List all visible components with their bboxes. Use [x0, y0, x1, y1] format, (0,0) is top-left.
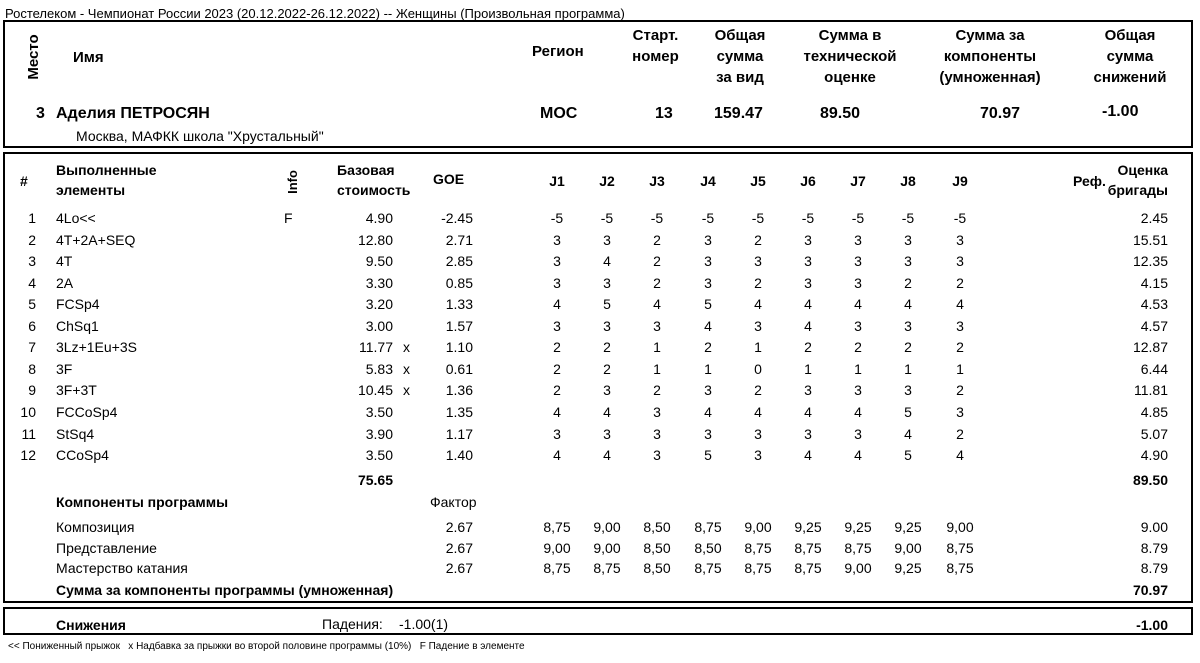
- judge-header: J4: [700, 173, 716, 189]
- element-judge-score: 4: [553, 447, 561, 463]
- element-name: 3F+3T: [56, 382, 97, 398]
- element-num: 3: [28, 253, 36, 269]
- element-judge-score: 3: [854, 318, 862, 334]
- element-judge-score: 5: [704, 447, 712, 463]
- element-judge-score: 3: [854, 426, 862, 442]
- element-base-value: 5.83: [365, 361, 393, 377]
- element-judge-score: 3: [804, 426, 812, 442]
- element-name: FCSp4: [56, 296, 100, 312]
- element-base-value: 3.00: [365, 318, 393, 334]
- element-bonus-mark: x: [403, 361, 410, 377]
- element-judge-score: 2: [754, 275, 762, 291]
- element-judge-score: 1: [956, 361, 964, 377]
- component-name: Представление: [56, 540, 157, 556]
- component-factor: 2.67: [445, 519, 473, 535]
- element-judge-score: 4: [854, 296, 862, 312]
- element-judge-score: 3: [854, 382, 862, 398]
- element-judge-score: 2: [904, 339, 912, 355]
- base-value-total: 75.65: [357, 472, 393, 488]
- element-judge-score: 4: [603, 404, 611, 420]
- component-judge-score: 8,75: [946, 540, 974, 556]
- element-judge-score: 3: [553, 232, 561, 248]
- element-goe: 2.85: [445, 253, 473, 269]
- element-num: 11: [21, 426, 36, 442]
- element-judge-score: -5: [851, 210, 865, 226]
- element-judge-score: 0: [754, 361, 762, 377]
- total-score-header: Общая сумма за вид: [714, 27, 766, 86]
- element-judge-score: 3: [754, 447, 762, 463]
- element-base-value: 4.90: [365, 210, 393, 226]
- element-goe: 2.71: [445, 232, 473, 248]
- element-judge-score: 3: [956, 318, 964, 334]
- element-judge-score: 3: [603, 318, 611, 334]
- element-name: 3F: [56, 361, 73, 377]
- element-num: 6: [28, 318, 36, 334]
- element-judge-score: 3: [904, 318, 912, 334]
- element-judge-score: 2: [754, 232, 762, 248]
- element-judge-score: 4: [754, 296, 762, 312]
- element-judge-score: 2: [956, 426, 964, 442]
- element-base-value: 3.50: [365, 404, 393, 420]
- element-panel-score: 11.81: [1134, 382, 1168, 398]
- element-judge-score: 4: [653, 296, 661, 312]
- element-judge-score: 3: [804, 275, 812, 291]
- skater-pcs: 70.97: [980, 105, 1021, 122]
- element-judge-score: 4: [603, 253, 611, 269]
- element-panel-score: 12.35: [1132, 253, 1168, 269]
- element-judge-score: 4: [904, 296, 912, 312]
- element-panel-score: 4.15: [1140, 275, 1168, 291]
- footnote: << Пониженный прыжок x Надбавка за прыжки во второй половине программы (10%) F Падение в элементе: [8, 641, 525, 652]
- element-judge-score: 3: [754, 253, 762, 269]
- element-goe: 1.40: [445, 447, 473, 463]
- judge-header: J6: [800, 173, 816, 189]
- element-judge-score: 3: [854, 253, 862, 269]
- element-judge-score: 3: [603, 382, 611, 398]
- element-judge-score: 2: [704, 339, 712, 355]
- judge-header: J9: [952, 173, 968, 189]
- element-name: StSq4: [56, 426, 95, 442]
- element-panel-score: 5.07: [1140, 426, 1168, 442]
- element-judge-score: 3: [804, 232, 812, 248]
- components-total-label: Сумма за компоненты программы (умноженная): [56, 582, 394, 598]
- element-base-value: 3.90: [365, 426, 393, 442]
- element-judge-score: 2: [553, 382, 561, 398]
- element-judge-score: 3: [904, 232, 912, 248]
- component-judge-score: 8,75: [844, 540, 872, 556]
- element-num: 9: [28, 382, 36, 398]
- element-judge-score: 3: [904, 253, 912, 269]
- element-judge-score: -5: [600, 210, 614, 226]
- component-judge-score: 9,25: [894, 560, 922, 576]
- component-judge-score: 8,75: [744, 560, 772, 576]
- element-judge-score: 4: [754, 404, 762, 420]
- component-judge-score: 9,00: [894, 540, 922, 556]
- component-score: 9.00: [1140, 519, 1168, 535]
- element-info: F: [284, 210, 293, 226]
- element-judge-score: 1: [804, 361, 812, 377]
- elements-header: Выполненные элементы: [56, 162, 157, 198]
- place-header: Место: [25, 34, 42, 80]
- event-title: Ростелеком - Чемпионат России 2023 (20.12.2022-26.12.2022) -- Женщины (Произвольная программа): [5, 6, 625, 21]
- component-judge-score: 9,00: [543, 540, 571, 556]
- element-base-value: 11.77: [359, 339, 393, 355]
- element-judge-score: 3: [904, 382, 912, 398]
- falls-value: -1.00(1): [399, 616, 449, 632]
- element-panel-score: 4.90: [1140, 447, 1168, 463]
- element-judge-score: 4: [603, 447, 611, 463]
- component-score: 8.79: [1140, 540, 1168, 556]
- start-number-header: Старт. номер: [632, 27, 679, 65]
- element-judge-score: 4: [854, 447, 862, 463]
- element-judge-score: 3: [553, 253, 561, 269]
- component-factor: 2.67: [445, 560, 473, 576]
- judge-header: J7: [850, 173, 866, 189]
- ref-header: Реф.: [1073, 173, 1106, 189]
- element-judge-score: 2: [603, 361, 611, 377]
- element-goe: 1.10: [445, 339, 473, 355]
- element-judge-score: 4: [804, 296, 812, 312]
- element-judge-score: 2: [854, 339, 862, 355]
- element-judge-score: 3: [653, 426, 661, 442]
- judge-header: J5: [750, 173, 766, 189]
- element-judge-score: 3: [553, 275, 561, 291]
- deductions-total: -1.00: [1136, 617, 1168, 633]
- deductions-header: Общая сумма снижений: [1093, 27, 1167, 86]
- element-judge-score: -5: [901, 210, 915, 226]
- element-judge-score: -5: [751, 210, 765, 226]
- element-name: 3Lz+1Eu+3S: [56, 339, 137, 355]
- num-header: #: [20, 173, 28, 189]
- skater-deductions: -1.00: [1102, 103, 1139, 120]
- element-goe: 1.17: [445, 426, 473, 442]
- component-factor: 2.67: [445, 540, 473, 556]
- element-judge-score: 3: [704, 275, 712, 291]
- element-judge-score: 4: [956, 296, 964, 312]
- element-name: 4T: [56, 253, 73, 269]
- judge-header: J2: [599, 173, 615, 189]
- component-judge-score: 9,25: [794, 519, 822, 535]
- pcs-header: Сумма за компоненты (умноженная): [939, 27, 1041, 86]
- component-name: Композиция: [56, 519, 135, 535]
- element-judge-score: -5: [953, 210, 967, 226]
- skater-tes: 89.50: [820, 105, 861, 122]
- component-judge-score: 8,75: [694, 560, 722, 576]
- element-panel-score: 4.53: [1140, 296, 1168, 312]
- element-judge-score: 3: [603, 232, 611, 248]
- element-judge-score: 2: [956, 339, 964, 355]
- element-judge-score: 2: [603, 339, 611, 355]
- element-judge-score: 3: [704, 232, 712, 248]
- element-panel-score: 15.51: [1132, 232, 1168, 248]
- element-base-value: 12.80: [357, 232, 393, 248]
- element-panel-score: 4.57: [1140, 318, 1168, 334]
- element-base-value: 10.45: [357, 382, 393, 398]
- element-judge-score: 3: [804, 253, 812, 269]
- component-judge-score: 8,75: [744, 540, 772, 556]
- tes-header: Сумма в технической оценке: [803, 27, 897, 86]
- element-judge-score: -5: [550, 210, 564, 226]
- element-judge-score: -5: [650, 210, 664, 226]
- component-judge-score: 8,75: [794, 560, 822, 576]
- element-panel-score: 4.85: [1140, 404, 1168, 420]
- name-header: Имя: [73, 49, 104, 66]
- tes-total: 89.50: [1132, 472, 1168, 488]
- element-name: FCCoSp4: [56, 404, 118, 420]
- element-bonus-mark: x: [403, 382, 410, 398]
- component-judge-score: 9,00: [593, 540, 621, 556]
- components-total: 70.97: [1132, 582, 1168, 598]
- element-judge-score: 2: [754, 382, 762, 398]
- element-judge-score: 3: [653, 447, 661, 463]
- element-name: 4Lo<<: [56, 210, 96, 226]
- element-base-value: 3.20: [365, 296, 393, 312]
- element-judge-score: 2: [553, 361, 561, 377]
- element-judge-score: 3: [854, 275, 862, 291]
- factor-label: Фактор: [430, 494, 477, 510]
- element-base-value: 3.30: [365, 275, 393, 291]
- component-judge-score: 9,00: [593, 519, 621, 535]
- element-goe: 1.33: [445, 296, 473, 312]
- element-judge-score: 3: [804, 382, 812, 398]
- element-num: 5: [28, 296, 36, 312]
- element-judge-score: 3: [653, 318, 661, 334]
- deductions-box: [3, 607, 1193, 635]
- element-panel-score: 6.44: [1140, 361, 1168, 377]
- element-judge-score: 1: [854, 361, 862, 377]
- component-judge-score: 8,75: [593, 560, 621, 576]
- element-judge-score: 4: [804, 447, 812, 463]
- element-judge-score: 2: [553, 339, 561, 355]
- component-judge-score: 8,75: [543, 519, 571, 535]
- component-judge-score: 8,75: [946, 560, 974, 576]
- element-judge-score: 1: [754, 339, 762, 355]
- component-judge-score: 8,50: [694, 540, 722, 556]
- element-judge-score: 3: [603, 275, 611, 291]
- component-judge-score: 9,00: [744, 519, 772, 535]
- element-num: 8: [28, 361, 36, 377]
- component-judge-score: 8,75: [694, 519, 722, 535]
- judge-header: J1: [549, 173, 565, 189]
- element-panel-score: 2.45: [1140, 210, 1168, 226]
- region-header: Регион: [532, 43, 584, 60]
- component-name: Мастерство катания: [56, 560, 188, 576]
- element-judge-score: 1: [904, 361, 912, 377]
- deductions-label: Снижения: [56, 617, 126, 633]
- skater-total-score: 159.47: [714, 105, 763, 122]
- component-judge-score: 8,75: [794, 540, 822, 556]
- element-judge-score: 4: [553, 404, 561, 420]
- skater-place: 3: [36, 105, 45, 122]
- element-judge-score: 2: [653, 275, 661, 291]
- element-judge-score: 1: [653, 339, 661, 355]
- element-goe: 1.57: [445, 318, 473, 334]
- element-name: CCoSp4: [56, 447, 109, 463]
- element-judge-score: 4: [904, 426, 912, 442]
- element-goe: 1.36: [445, 382, 473, 398]
- element-judge-score: 5: [603, 296, 611, 312]
- element-judge-score: 3: [956, 404, 964, 420]
- element-judge-score: 3: [553, 318, 561, 334]
- component-judge-score: 9,00: [844, 560, 872, 576]
- element-goe: -2.45: [441, 210, 473, 226]
- info-header: Info: [285, 170, 300, 194]
- element-name: 2A: [56, 275, 74, 291]
- element-num: 1: [28, 210, 36, 226]
- skater-region: МОС: [540, 105, 578, 122]
- element-judge-score: 2: [904, 275, 912, 291]
- element-judge-score: 4: [854, 404, 862, 420]
- element-judge-score: 4: [956, 447, 964, 463]
- element-judge-score: 1: [653, 361, 661, 377]
- component-judge-score: 9,00: [946, 519, 974, 535]
- element-panel-score: 12.87: [1132, 339, 1168, 355]
- skater-start-number: 13: [655, 105, 673, 122]
- element-judge-score: 2: [653, 253, 661, 269]
- element-judge-score: 2: [804, 339, 812, 355]
- element-judge-score: 3: [754, 426, 762, 442]
- element-bonus-mark: x: [403, 339, 410, 355]
- element-name: 4T+2A+SEQ: [56, 232, 136, 248]
- element-num: 7: [28, 339, 36, 355]
- element-judge-score: 4: [704, 404, 712, 420]
- element-judge-score: 3: [854, 232, 862, 248]
- component-judge-score: 9,25: [844, 519, 872, 535]
- falls-label: Падения:: [322, 616, 383, 632]
- element-judge-score: 3: [704, 382, 712, 398]
- judge-header: J3: [649, 173, 665, 189]
- element-num: 12: [20, 447, 36, 463]
- element-judge-score: 3: [603, 426, 611, 442]
- element-judge-score: 1: [704, 361, 712, 377]
- element-judge-score: 5: [904, 447, 912, 463]
- element-num: 4: [28, 275, 36, 291]
- element-judge-score: 4: [804, 318, 812, 334]
- component-judge-score: 8,50: [643, 519, 671, 535]
- element-judge-score: 3: [653, 404, 661, 420]
- element-judge-score: -5: [801, 210, 815, 226]
- judge-header: J8: [900, 173, 916, 189]
- element-base-value: 9.50: [365, 253, 393, 269]
- element-judge-score: 3: [956, 232, 964, 248]
- element-judge-score: 3: [704, 426, 712, 442]
- element-goe: 0.85: [445, 275, 473, 291]
- element-base-value: 3.50: [365, 447, 393, 463]
- element-judge-score: 5: [704, 296, 712, 312]
- element-judge-score: 3: [704, 253, 712, 269]
- element-judge-score: 3: [956, 253, 964, 269]
- element-judge-score: 4: [804, 404, 812, 420]
- panel-score-header: Оценка бригады: [1107, 162, 1168, 198]
- element-judge-score: 5: [904, 404, 912, 420]
- element-goe: 1.35: [445, 404, 473, 420]
- component-score: 8.79: [1140, 560, 1168, 576]
- element-name: ChSq1: [56, 318, 99, 334]
- element-judge-score: 2: [653, 382, 661, 398]
- element-judge-score: 4: [704, 318, 712, 334]
- element-judge-score: 2: [653, 232, 661, 248]
- element-judge-score: 3: [553, 426, 561, 442]
- component-judge-score: 8,50: [643, 560, 671, 576]
- components-title: Компоненты программы: [56, 494, 229, 510]
- goe-header: GOE: [433, 171, 465, 187]
- element-judge-score: -5: [701, 210, 715, 226]
- element-judge-score: 2: [956, 275, 964, 291]
- component-judge-score: 9,25: [894, 519, 922, 535]
- component-judge-score: 8,75: [543, 560, 571, 576]
- skater-club: Москва, МАФКК школа "Хрустальный": [76, 128, 324, 144]
- element-judge-score: 2: [956, 382, 964, 398]
- element-judge-score: 3: [754, 318, 762, 334]
- element-num: 2: [28, 232, 36, 248]
- component-judge-score: 8,50: [643, 540, 671, 556]
- element-judge-score: 4: [553, 296, 561, 312]
- element-num: 10: [20, 404, 36, 420]
- skater-name: Аделия ПЕТРОСЯН: [56, 105, 210, 122]
- element-goe: 0.61: [445, 361, 473, 377]
- base-value-header: Базовая стоимость: [337, 162, 411, 198]
